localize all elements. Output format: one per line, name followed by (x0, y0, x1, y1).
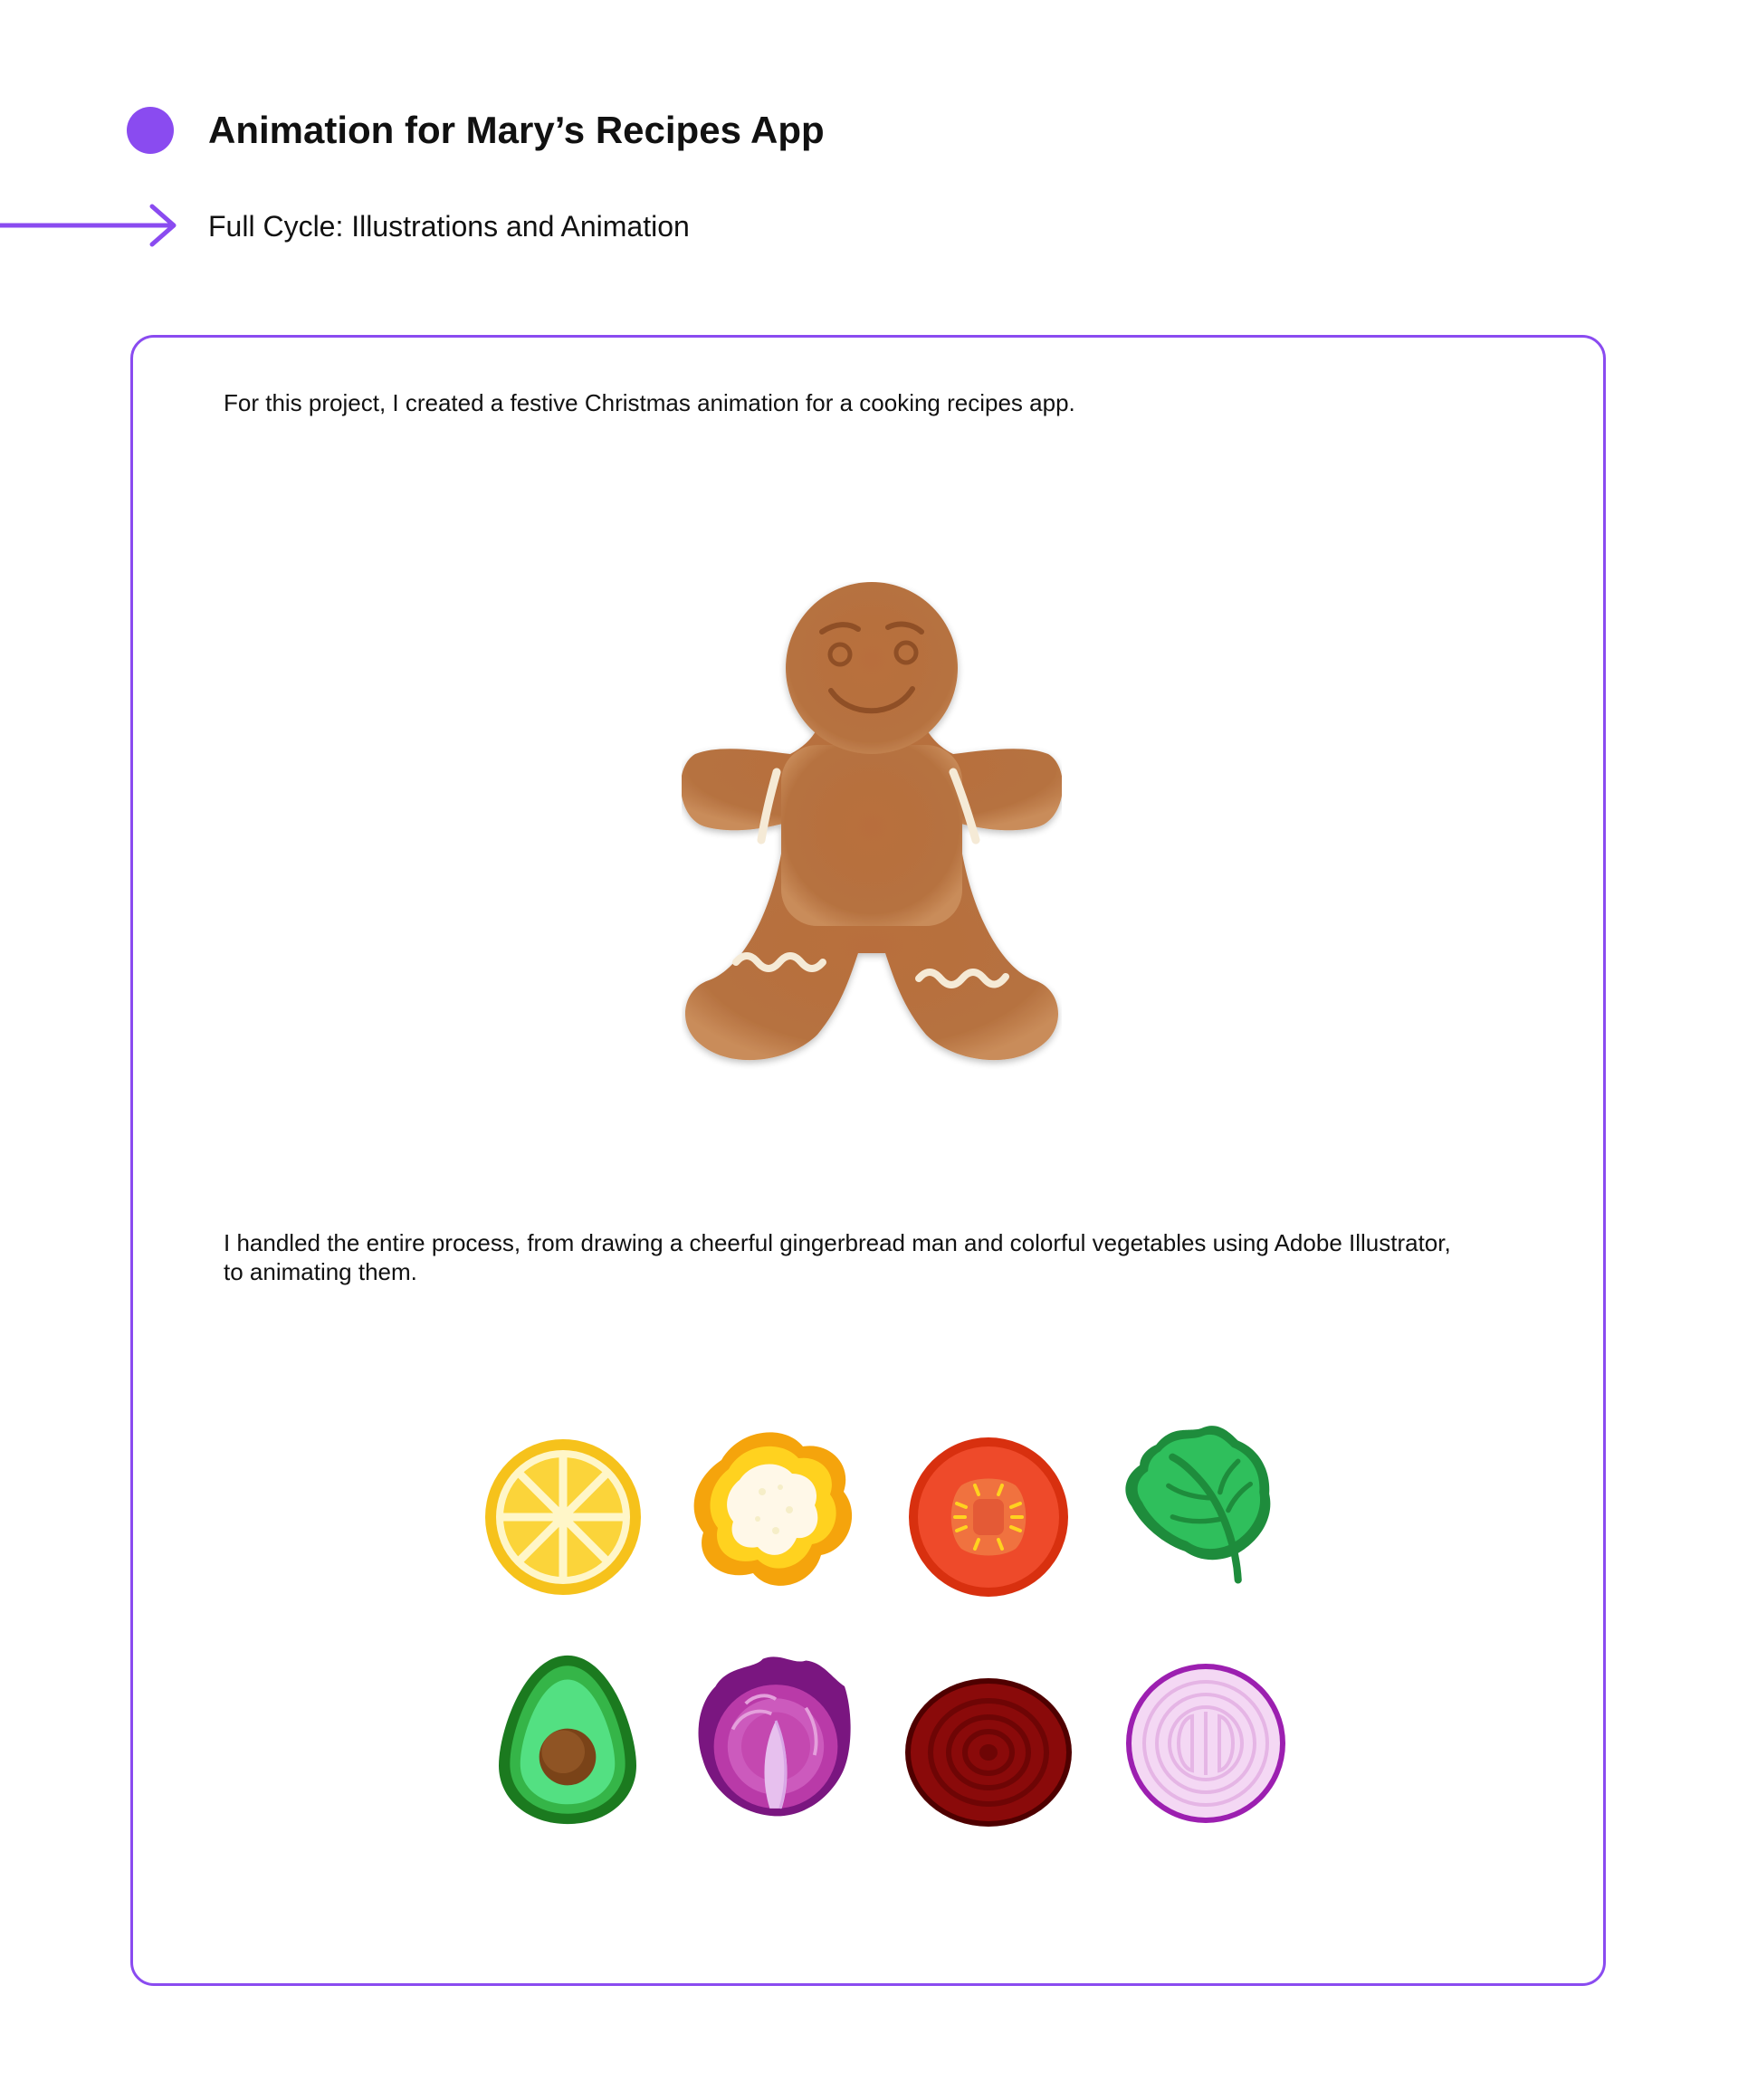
arrow-right-icon (0, 203, 181, 248)
avocado-half-illustration (482, 1654, 654, 1826)
page-title: Animation for Mary’s Recipes App (208, 109, 825, 151)
tomato-slice-illustration (902, 1431, 1074, 1603)
circle-dot-icon (127, 107, 174, 154)
process-paragraph: I handled the entire process, from drawing a cheerful gingerbread man and colorful vegetables using Adobe Illustrator, to animating them. (224, 1229, 1451, 1285)
beet-slice-illustration (902, 1666, 1074, 1838)
red-onion-slice-illustration (1120, 1657, 1292, 1829)
page-subtitle: Full Cycle: Illustrations and Animation (208, 210, 690, 243)
spinach-leaf-illustration (1115, 1420, 1287, 1592)
intro-paragraph: For this project, I created a festive Christmas animation for a cooking recipes app. (224, 389, 1075, 416)
project-card (130, 335, 1606, 1986)
gingerbread-man-illustration (682, 582, 1062, 1080)
red-cabbage-illustration (690, 1652, 862, 1824)
yellow-pepper-slice-illustration (685, 1424, 857, 1596)
lemon-slice-illustration (477, 1431, 649, 1603)
